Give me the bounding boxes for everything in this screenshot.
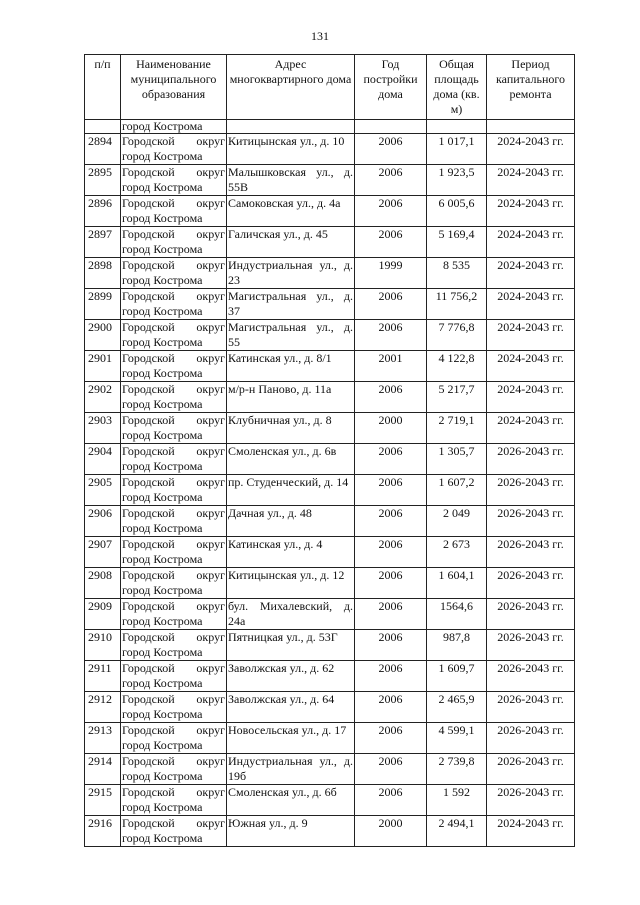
cell-area: 1 604,1 bbox=[427, 568, 487, 599]
cell-address: м/р-н Паново, д. 11а bbox=[227, 382, 355, 413]
cell-num: 2908 bbox=[85, 568, 121, 599]
cell-year: 2006 bbox=[355, 661, 427, 692]
cell-address bbox=[227, 120, 355, 134]
cell-year: 2006 bbox=[355, 165, 427, 196]
cell-period: 2024-2043 гг. bbox=[487, 165, 575, 196]
cell-area: 1 592 bbox=[427, 785, 487, 816]
table-row bbox=[85, 351, 575, 382]
cell-address: бул. Михалевский, д. 24а bbox=[228, 599, 353, 628]
cell-area: 2 719,1 bbox=[427, 413, 487, 444]
cell-year: 2006 bbox=[355, 475, 427, 506]
cell-address: Магистральная ул., д. 55 bbox=[228, 320, 353, 349]
table-row bbox=[85, 475, 575, 506]
cell-year: 2006 bbox=[355, 289, 427, 320]
cell-area: 5 217,7 bbox=[427, 382, 487, 413]
cell-year: 2006 bbox=[355, 692, 427, 723]
cell-address: Китицынская ул., д. 10 bbox=[227, 134, 355, 165]
cell-area: 4 122,8 bbox=[427, 351, 487, 382]
table-row bbox=[85, 630, 575, 661]
continuation-row bbox=[85, 120, 575, 134]
cell-num: 2907 bbox=[85, 537, 121, 568]
cell-num: 2902 bbox=[85, 382, 121, 413]
cell-area: 1 017,1 bbox=[427, 134, 487, 165]
cell-year: 2006 bbox=[355, 444, 427, 475]
table-row bbox=[85, 568, 575, 599]
cell-area: 5 169,4 bbox=[427, 227, 487, 258]
cell-name: Городской округ город Кострома bbox=[122, 754, 225, 783]
cell-num: 2910 bbox=[85, 630, 121, 661]
cell-num: 2903 bbox=[85, 413, 121, 444]
cell-name: Городской округ город Кострома bbox=[122, 506, 225, 535]
cell-num: 2912 bbox=[85, 692, 121, 723]
cell-year: 2006 bbox=[355, 537, 427, 568]
cell-address: Катинская ул., д. 8/1 bbox=[227, 351, 355, 382]
cell-area bbox=[427, 120, 487, 134]
table-row bbox=[85, 289, 575, 320]
cell-period: 2026-2043 гг. bbox=[487, 568, 575, 599]
cell-name: Городской округ город Кострома bbox=[122, 723, 225, 752]
table-row bbox=[85, 196, 575, 227]
cell-address: Индустриальная ул., д. 23 bbox=[228, 258, 353, 287]
cell-year: 2006 bbox=[355, 785, 427, 816]
cell-period: 2026-2043 гг. bbox=[487, 754, 575, 785]
table-row bbox=[85, 537, 575, 568]
cell-name: Городской округ город Кострома bbox=[122, 785, 225, 814]
cell-address: Смоленская ул., д. 6в bbox=[227, 444, 355, 475]
cell-address: Китицынская ул., д. 12 bbox=[227, 568, 355, 599]
cell-period: 2026-2043 гг. bbox=[487, 785, 575, 816]
header-address: Адрес многоквартирного дома bbox=[227, 55, 355, 120]
cell-year: 2000 bbox=[355, 413, 427, 444]
table-row bbox=[85, 785, 575, 816]
table-row bbox=[85, 692, 575, 723]
table-row bbox=[85, 134, 575, 165]
cell-num: 2913 bbox=[85, 723, 121, 754]
table-row bbox=[85, 506, 575, 537]
cell-address: Заволжская ул., д. 64 bbox=[227, 692, 355, 723]
cell-area: 6 005,6 bbox=[427, 196, 487, 227]
cell-area: 987,8 bbox=[427, 630, 487, 661]
cell-area: 1 923,5 bbox=[427, 165, 487, 196]
cell-num: 2901 bbox=[85, 351, 121, 382]
cell-name: Городской округ город Кострома bbox=[122, 289, 225, 318]
cell-year: 2006 bbox=[355, 227, 427, 258]
cell-name: Городской округ город Кострома bbox=[122, 258, 225, 287]
cell-area: 2 739,8 bbox=[427, 754, 487, 785]
cell-period: 2024-2043 гг. bbox=[487, 134, 575, 165]
cell-num: 2897 bbox=[85, 227, 121, 258]
cell-num: 2915 bbox=[85, 785, 121, 816]
table-row bbox=[85, 165, 575, 196]
cell-period: 2026-2043 гг. bbox=[487, 537, 575, 568]
table-row bbox=[85, 816, 575, 847]
cell-year: 2006 bbox=[355, 506, 427, 537]
housing-table bbox=[84, 54, 575, 847]
cell-period: 2026-2043 гг. bbox=[487, 444, 575, 475]
cell-year: 2000 bbox=[355, 816, 427, 847]
cell-name: Городской округ город Кострома bbox=[122, 444, 225, 473]
table-row bbox=[85, 661, 575, 692]
cell-num: 2911 bbox=[85, 661, 121, 692]
cell-area: 1 609,7 bbox=[427, 661, 487, 692]
cell-address: Малышковская ул., д. 55В bbox=[228, 165, 353, 194]
header-year: Год постройки дома bbox=[355, 55, 427, 120]
cell-name: город Кострома bbox=[121, 120, 227, 134]
cell-area: 1 305,7 bbox=[427, 444, 487, 475]
cell-num bbox=[85, 120, 121, 134]
cell-period: 2026-2043 гг. bbox=[487, 661, 575, 692]
cell-address: Заволжская ул., д. 62 bbox=[227, 661, 355, 692]
cell-period: 2026-2043 гг. bbox=[487, 630, 575, 661]
cell-num: 2905 bbox=[85, 475, 121, 506]
cell-num: 2906 bbox=[85, 506, 121, 537]
cell-area: 1 607,2 bbox=[427, 475, 487, 506]
cell-area: 11 756,2 bbox=[427, 289, 487, 320]
cell-year: 2006 bbox=[355, 630, 427, 661]
cell-year bbox=[355, 120, 427, 134]
cell-num: 2909 bbox=[85, 599, 121, 630]
cell-address: Южная ул., д. 9 bbox=[227, 816, 355, 847]
cell-area: 2 049 bbox=[427, 506, 487, 537]
cell-num: 2899 bbox=[85, 289, 121, 320]
cell-name: Городской округ город Кострома bbox=[122, 630, 225, 659]
cell-name: Городской округ город Кострома bbox=[122, 382, 225, 411]
cell-num: 2900 bbox=[85, 320, 121, 351]
cell-num: 2898 bbox=[85, 258, 121, 289]
cell-area: 1564,6 bbox=[427, 599, 487, 630]
cell-name: Городской округ город Кострома bbox=[122, 165, 225, 194]
cell-name: Городской округ город Кострома bbox=[122, 227, 225, 256]
cell-num: 2895 bbox=[85, 165, 121, 196]
cell-address: Индустриальная ул., д. 19б bbox=[228, 754, 353, 783]
cell-address: Дачная ул., д. 48 bbox=[227, 506, 355, 537]
cell-name: Городской округ город Кострома bbox=[122, 475, 225, 504]
table-row bbox=[85, 227, 575, 258]
cell-period: 2026-2043 гг. bbox=[487, 692, 575, 723]
cell-period: 2024-2043 гг. bbox=[487, 196, 575, 227]
table-row bbox=[85, 599, 575, 630]
cell-year: 2006 bbox=[355, 568, 427, 599]
cell-name: Городской округ город Кострома bbox=[122, 568, 225, 597]
cell-period: 2024-2043 гг. bbox=[487, 320, 575, 351]
cell-year: 2006 bbox=[355, 382, 427, 413]
cell-period: 2024-2043 гг. bbox=[487, 289, 575, 320]
cell-num: 2916 bbox=[85, 816, 121, 847]
cell-area: 2 673 bbox=[427, 537, 487, 568]
cell-period: 2024-2043 гг. bbox=[487, 258, 575, 289]
cell-period: 2024-2043 гг. bbox=[487, 351, 575, 382]
cell-name: Городской округ город Кострома bbox=[122, 351, 225, 380]
cell-name: Городской округ город Кострома bbox=[122, 320, 225, 349]
cell-period: 2026-2043 гг. bbox=[487, 506, 575, 537]
cell-period: 2026-2043 гг. bbox=[487, 475, 575, 506]
cell-name: Городской округ город Кострома bbox=[122, 537, 225, 566]
cell-period: 2024-2043 гг. bbox=[487, 382, 575, 413]
cell-year: 1999 bbox=[355, 258, 427, 289]
table-row bbox=[85, 320, 575, 351]
header-area: Общая площадь дома (кв. м) bbox=[427, 55, 487, 120]
cell-area: 2 494,1 bbox=[427, 816, 487, 847]
cell-name: Городской округ город Кострома bbox=[122, 196, 225, 225]
cell-year: 2006 bbox=[355, 196, 427, 227]
cell-year: 2001 bbox=[355, 351, 427, 382]
cell-address: Самоковская ул., д. 4а bbox=[227, 196, 355, 227]
cell-address: Магистральная ул., д. 37 bbox=[228, 289, 353, 318]
cell-area: 4 599,1 bbox=[427, 723, 487, 754]
cell-name: Городской округ город Кострома bbox=[122, 599, 225, 628]
cell-address: Галичская ул., д. 45 bbox=[227, 227, 355, 258]
header-num: п/п bbox=[85, 55, 121, 120]
page-number: 131 bbox=[311, 29, 329, 43]
cell-name: Городской округ город Кострома bbox=[122, 134, 225, 163]
header-name: Наименование муниципального образования bbox=[121, 55, 227, 120]
table-row bbox=[85, 723, 575, 754]
cell-address: Пятницкая ул., д. 53Г bbox=[227, 630, 355, 661]
cell-name: Городской округ город Кострома bbox=[122, 661, 225, 690]
cell-num: 2904 bbox=[85, 444, 121, 475]
cell-area: 8 535 bbox=[427, 258, 487, 289]
cell-num: 2894 bbox=[85, 134, 121, 165]
cell-address: пр. Студенческий, д. 14 bbox=[227, 475, 355, 506]
cell-period: 2024-2043 гг. bbox=[487, 413, 575, 444]
cell-area: 7 776,8 bbox=[427, 320, 487, 351]
cell-year: 2006 bbox=[355, 599, 427, 630]
cell-name: Городской округ город Кострома bbox=[122, 816, 225, 845]
cell-period: 2026-2043 гг. bbox=[487, 723, 575, 754]
header-period: Период капитального ремонта bbox=[487, 55, 575, 120]
cell-period: 2024-2043 гг. bbox=[487, 816, 575, 847]
cell-num: 2914 bbox=[85, 754, 121, 785]
cell-address: Катинская ул., д. 4 bbox=[227, 537, 355, 568]
cell-period bbox=[487, 120, 575, 134]
cell-num: 2896 bbox=[85, 196, 121, 227]
table-header-row bbox=[85, 55, 575, 120]
cell-address: Новосельская ул., д. 17 bbox=[227, 723, 355, 754]
cell-address: Смоленская ул., д. 6б bbox=[227, 785, 355, 816]
cell-year: 2006 bbox=[355, 723, 427, 754]
cell-year: 2006 bbox=[355, 134, 427, 165]
cell-year: 2006 bbox=[355, 320, 427, 351]
cell-area: 2 465,9 bbox=[427, 692, 487, 723]
cell-name: Городской округ город Кострома bbox=[122, 413, 225, 442]
cell-period: 2026-2043 гг. bbox=[487, 599, 575, 630]
table-row bbox=[85, 444, 575, 475]
cell-name: Городской округ город Кострома bbox=[122, 692, 225, 721]
cell-address: Клубничная ул., д. 8 bbox=[227, 413, 355, 444]
table-row bbox=[85, 382, 575, 413]
table-row bbox=[85, 258, 575, 289]
table-row bbox=[85, 754, 575, 785]
cell-period: 2024-2043 гг. bbox=[487, 227, 575, 258]
table-row bbox=[85, 413, 575, 444]
cell-year: 2006 bbox=[355, 754, 427, 785]
